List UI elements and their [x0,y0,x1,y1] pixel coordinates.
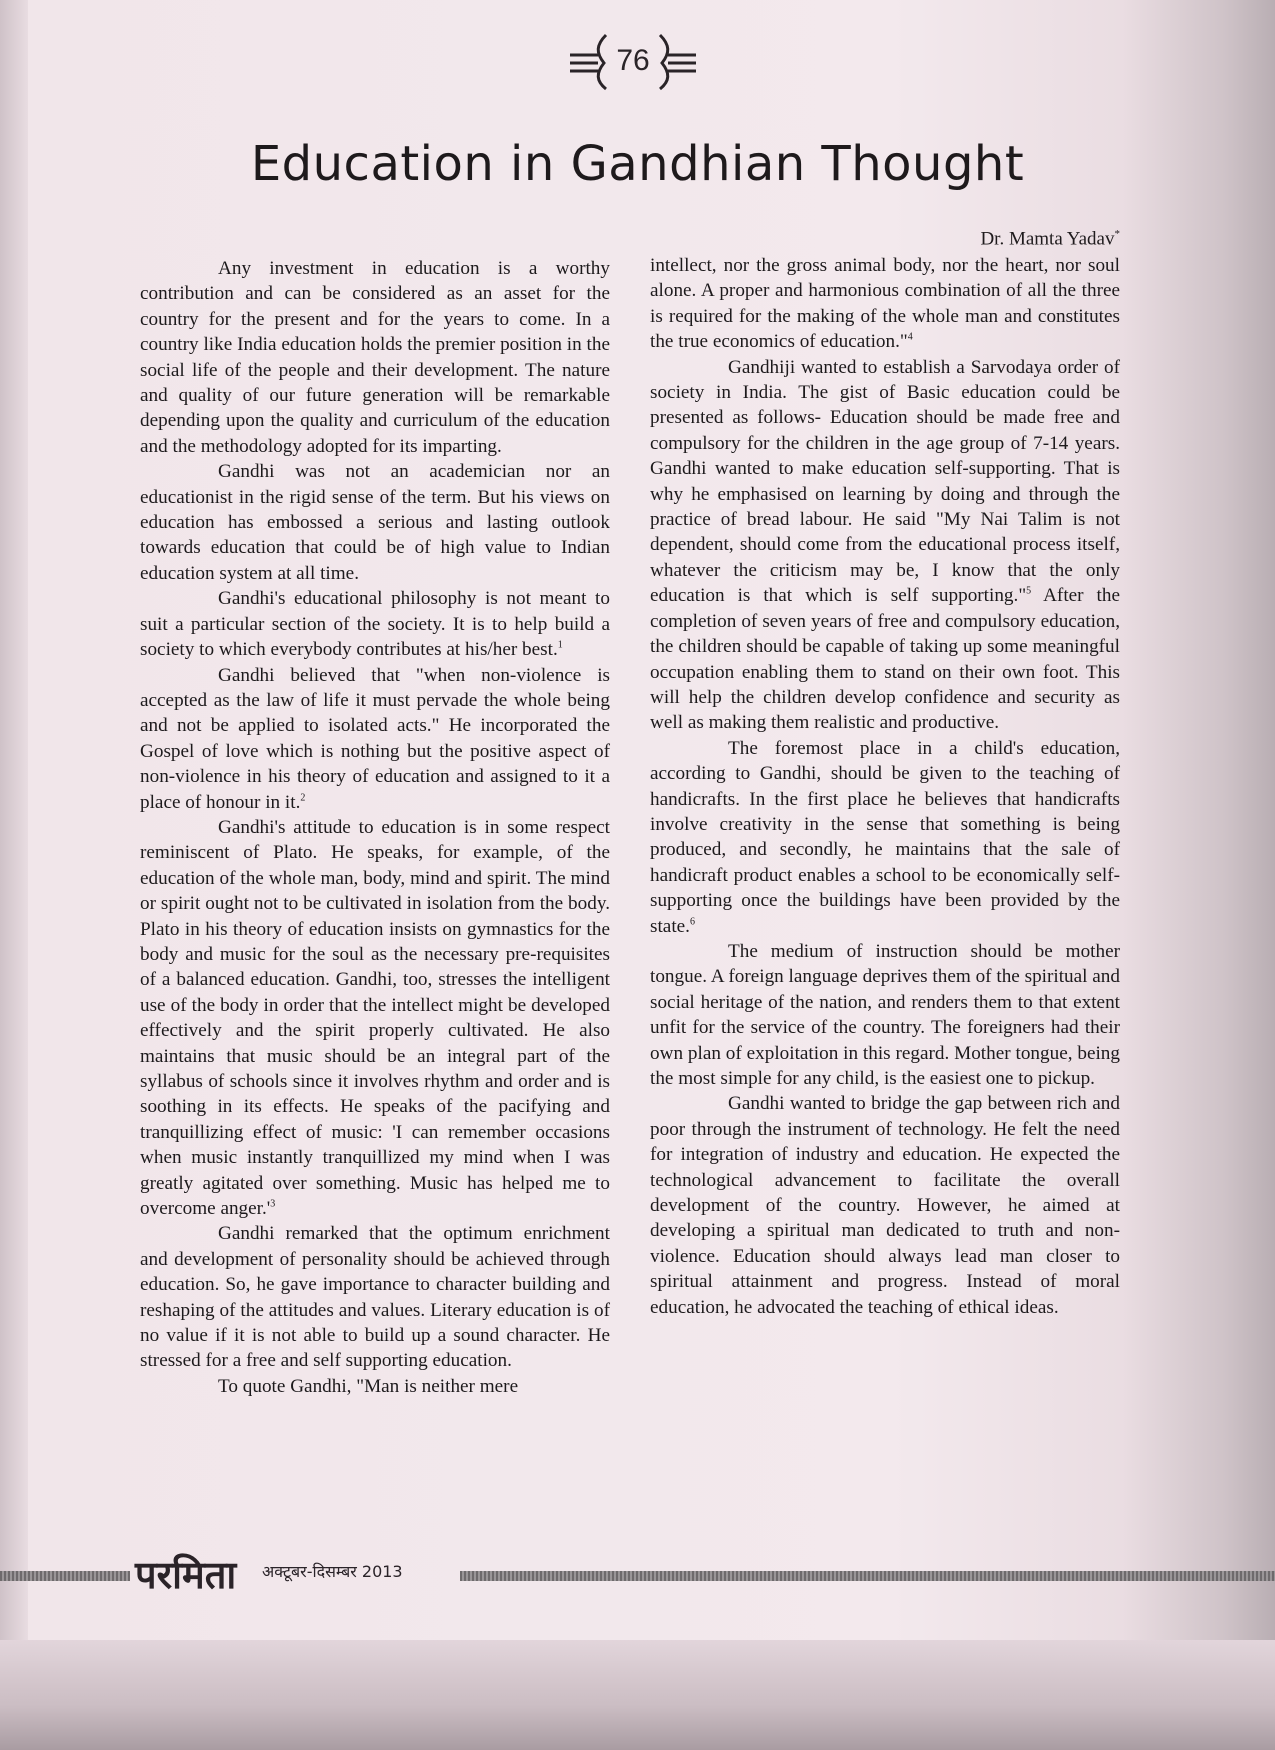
paragraph: Gandhi remarked that the optimum enrichment and development of personality should be achieved through education. So, he gave importance to character building and reshaping of the attitudes and values. Literary education is of no value if it is not able to build up a sound character. He stressed for a free and self supporting education. [140,1223,610,1372]
footnote-ref: 1 [557,639,563,651]
article-title: Education in Gandhian Thought [250,136,1025,192]
footnote-ref: 3 [270,1198,276,1210]
page-number-ornament [558,26,708,96]
author-byline [980,228,1120,250]
paragraph: To quote Gandhi, "Man is neither mere [218,1375,519,1397]
footnote-ref: 2 [300,792,306,804]
paragraph: Gandhi's attitude to education is in some respect reminiscent of Plato. He speaks, for example, of the education of the whole man, body, mind and spirit. The mind or spirit ought not to be cultivated in isolation from the body. Plato in his theory of education insists on gymnastics for the body and music for the soul as the necessary pre-requisites of a balanced education. Gandhi, too, stresses the intelligent use of the body in order that the intellect might be developed effectively and the spirit properly cultivated. He also maintains that music should be an integral part of the syllabus of schools since it involves rhythm and order and is soothing in its effects. He speaks of the pacifying and tranquillizing effect of music: 'I can remember occasions when music instantly tranquillized my mind when I was greatly agitated over something. Music has helped me to overcome $anger.'^3$ [140,816,610,1220]
paragraph: The medium of instruction should be mother tongue. A foreign language deprives them of the spiritual and social heritage of the nation, and renders them to that extent unfit for the service of the country. The foreigners had their own plan of exploitation in this regard. Mother tongue, being the most simple for any child, is the easiest one to pickup. [650,940,1120,1089]
paragraph: Any investment in education is a worthy contribution and can be considered as an asset for the country for the present and for the years to come. In a country like India education holds the premier position in the social life of the people and their development. The nature and quality of our future generation will be remarkable depending upon the quality and curriculum of the education and the methodology adopted for its imparting. [140,258,610,457]
footnote-ref: 4 [907,331,913,343]
paragraph: Gandhi believed that "when non-violence is accepted as the law of life it must pervade the whole being and not be applied to isolated acts." He incorporated the Gospel of love which is nothing but the positive aspect of non-violence in his theory of education and assigned to it a place of honour in it.$^2$ [140,664,610,813]
footer-rule-right [460,1571,1275,1581]
magazine-logo: परमिता [135,1553,237,1597]
paragraph: Gandhi wanted to bridge the gap between rich and poor through the instrument of technology. He felt the need for integration of industry and education. He expected the technological advancement to facilitate the overall development of the country. However, he aimed at developing a spiritual man dedicated to truth and non-violence. Education should always lead man closer to spiritual attainment and progress. Instead of moral education, he advocated the teaching of ethical ideas. [650,1093,1120,1318]
right-ornament-icon [656,31,698,91]
right-column [650,253,1120,1320]
paragraph: Gandhi's educational philosophy is not meant to suit a particular section of the society. It is to help build a society to which everybody contributes at his/her best.$^1$ [140,588,610,661]
page-number: 76 [616,44,650,77]
footnote-ref: 5 [1026,585,1032,597]
paragraph: intellect, nor the gross animal body, nor the heart, nor soul alone. A proper and harmonious combination of all the three is required for the making of the whole man and constitutes the true economics of education."$^4$ [650,255,1120,353]
footnote-ref: 6 [689,916,695,928]
paragraph: Gandhiji wanted to establish a Sarvodaya order of society in India. The gist of Basic education could be presented as follows- Education should be made free and compulsory for the children in the age group of 7-14 years. Gandhi wanted to make education self-supporting. That is why he emphasised on learning by doing and through the practice of bread labour. He said "My Nai Talim is not dependent, should come from the educational process itself, whatever the criticism may be, I know that the only education is that which is self supporting."$^5$ After the completion of seven years of free and compulsory education, the children should be capable of taking up some meaningful occupation enabling them to stand on their own foot. This will help the children develop confidence and security as well as making them realistic and productive. [650,356,1120,734]
left-ornament-icon [568,31,610,91]
author-footnote-mark: * [1114,228,1120,240]
paragraph: The foremost place in a child's education, according to Gandhi, should be given to the teaching of handicrafts. In the first place he believes that handicrafts involve creativity in the sense that something is being produced, and secondly, he maintains that the sale of handicraft product enables a school to be economically self-supporting once the buildings have been provided by the state.$^6$ [650,737,1120,937]
bottom-shadow [0,1640,1275,1750]
binding-edge [0,0,28,1750]
footer-rule-left [0,1571,130,1581]
author-name: Dr. Mamta Yadav [980,228,1115,250]
issue-date: अक्टूबर-दिसम्बर 2013 [262,1562,403,1581]
left-column [140,256,610,1399]
paragraph: Gandhi was not an academician nor an educationist in the rigid sense of the term. But his views on education has embossed a serious and lasting outlook towards education that could be of high value to Indian education system at all time. [140,461,610,584]
